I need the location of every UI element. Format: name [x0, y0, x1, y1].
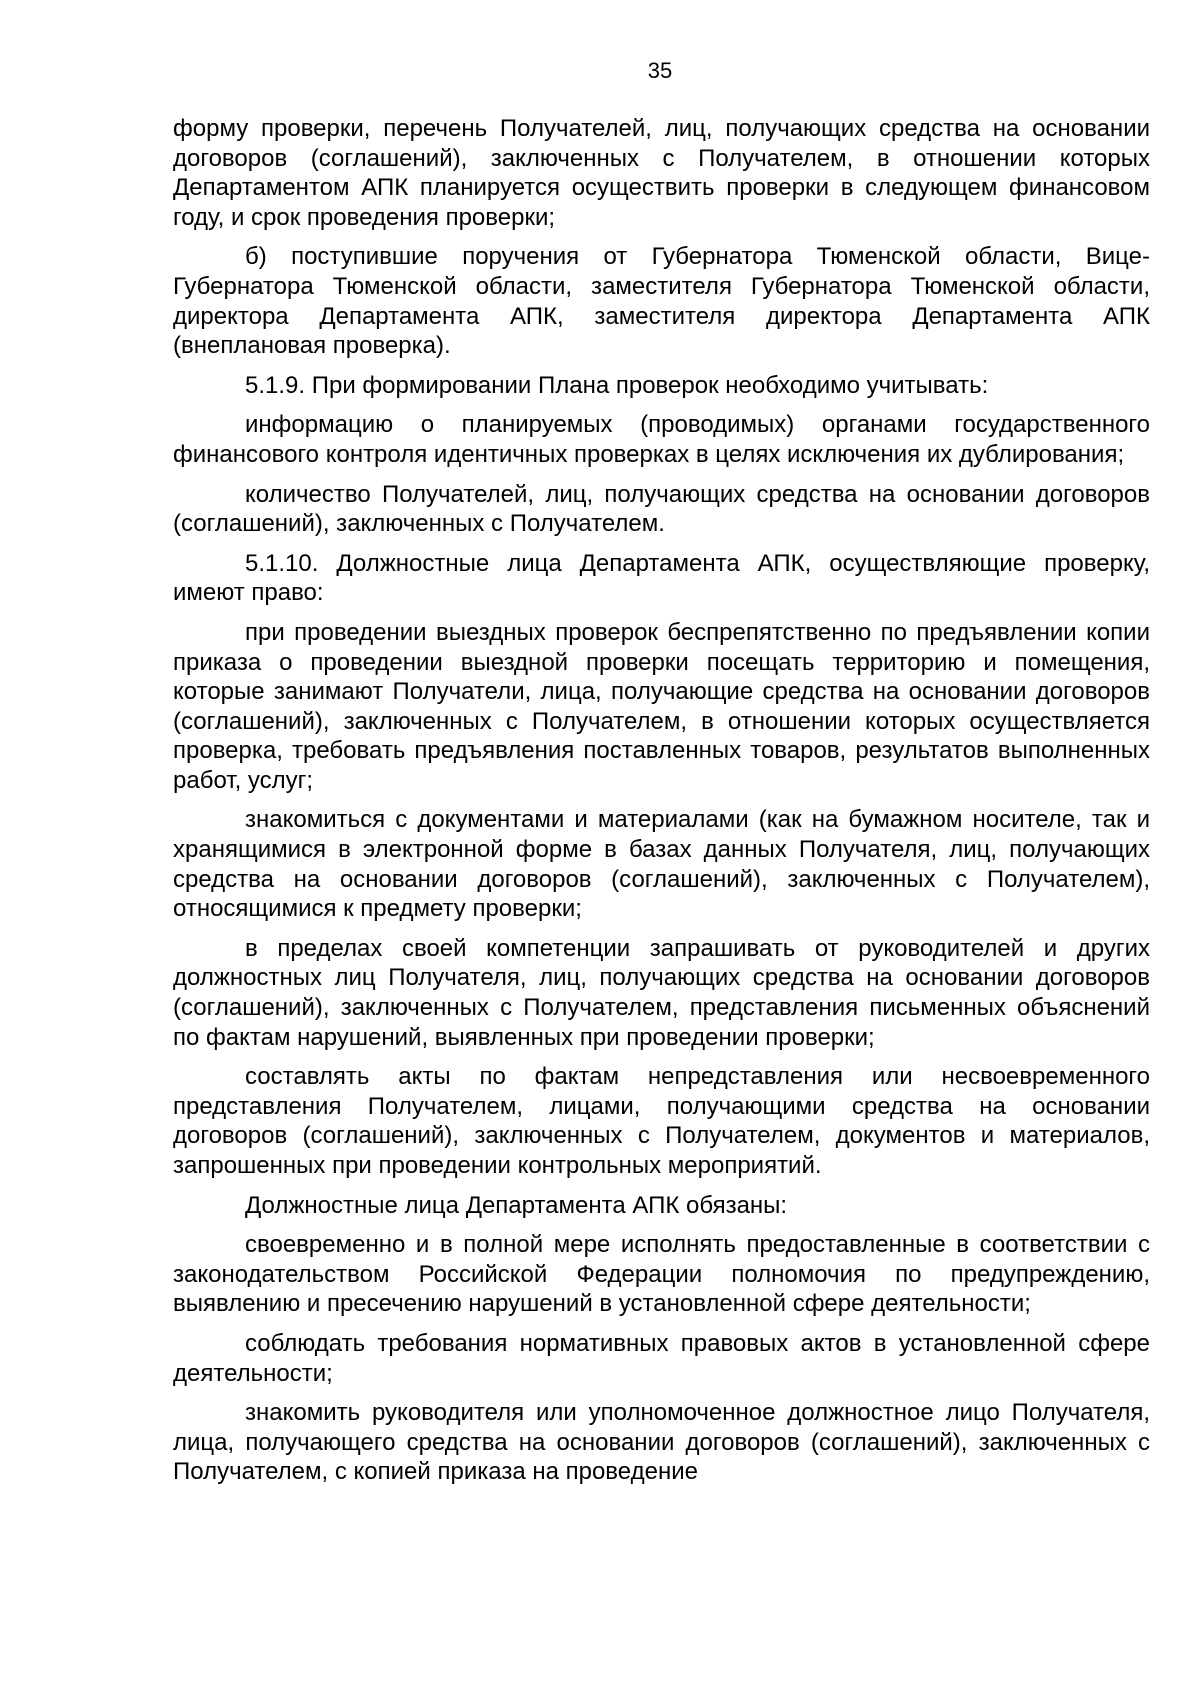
paragraph: количество Получателей, лиц, получающих средства на основании договоров (соглашений), заключенных с Получателем. [173, 480, 1150, 538]
page-number: 35 [647, 58, 673, 83]
paragraph: информацию о планируемых (проводимых) органами государственного финансового контроля идентичных проверках в целях исключения их дублирования; [173, 411, 1150, 468]
paragraph: знакомиться с документами и материалами (как на бумажном носителе, так и хранящимися в электронной форме в базах данных Получателя, лиц, получающих средства на основании договоров (соглашений), заключенных с Получателем), относящимися к предмету проверки; [173, 806, 1150, 923]
paragraph: знакомить руководителя или уполномоченное должностное лицо Получателя, лица, получающего средства на основании договоров (соглашений), заключенных с Получателем, с копией приказа на проведение [173, 1399, 1150, 1486]
paragraph: соблюдать требования нормативных правовых актов в установленной сфере деятельности; [173, 1329, 1150, 1387]
paragraph: б) поступившие поручения от Губернатора Тюменской области, Вице-Губернатора Тюменской области, заместителя Губернатора Тюменской области, директора Департамента АПК, заместителя директора Департамента АПК (внеплановая проверка). [173, 243, 1150, 360]
paragraph: составлять акты по фактам непредставления или несвоевременного представления Получателем, лицами, получающими средства на основании договоров (соглашений), заключенных с Получателем, документов и материалов, запрошенных при проведении контрольных мероприятий. [173, 1063, 1150, 1179]
paragraph: в пределах своей компетенции запрашивать от руководителей и других должностных лиц Получателя, лиц, получающих средства на основании договоров (соглашений), заключенных с Получателем, представления письменных объяснений по фактам нарушений, выявленных при проведении проверки; [173, 934, 1150, 1051]
paragraph: 5.1.10. Должностные лица Департамента АПК, осуществляющие проверку, имеют право: [173, 549, 1150, 607]
paragraph: 5.1.9. При формировании Плана проверок необходимо учитывать: [245, 371, 989, 399]
document-body [173, 114, 1150, 1497]
paragraph: форму проверки, перечень Получателей, лиц, получающих средства на основании договоров (соглашений), заключенных с Получателем, в отношении которых Департаментом АПК планируется осуществить проверки в следующем финансовом году, и срок проведения проверки; [173, 115, 1150, 231]
paragraph: своевременно и в полной мере исполнять предоставленные в соответствии с законодательством Российской Федерации полномочия по предупреждению, выявлению и пресечению нарушений в установленной сфере деятельности; [173, 1231, 1150, 1318]
paragraph: Должностные лица Департамента АПК обязаны: [245, 1191, 788, 1219]
paragraph: при проведении выездных проверок беспрепятственно по предъявлении копии приказа о проведении выездной проверки посещать территорию и помещения, которые занимают Получатели, лица, получающие средства на основании договоров (соглашений), заключенных с Получателем, в отношении которых осуществляется проверка, требовать предъявления поставленных товаров, результатов выполненных работ, услуг; [173, 618, 1150, 794]
